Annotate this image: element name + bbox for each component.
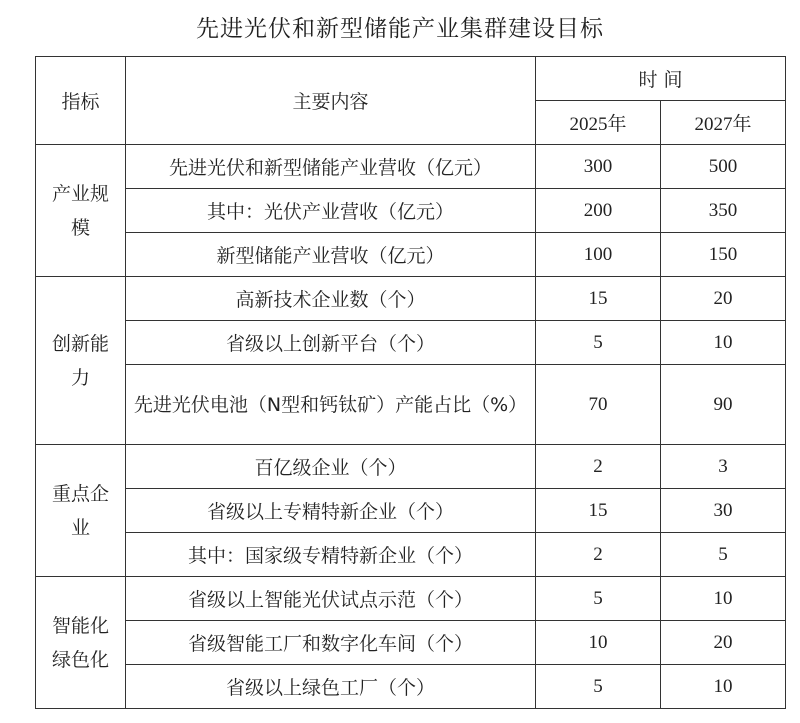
item-cell: 新型储能产业营收（亿元）	[126, 233, 536, 277]
page-title: 先进光伏和新型储能产业集群建设目标	[196, 16, 604, 42]
category-cell	[36, 277, 126, 445]
value-2025: 200	[536, 189, 661, 233]
item-cell: 省级智能工厂和数字化车间（个）	[126, 621, 536, 665]
value-2025: 15	[536, 489, 661, 533]
table-row	[36, 321, 786, 365]
table-row	[36, 489, 786, 533]
category-cell	[36, 445, 126, 577]
indicator-header: 指标	[36, 57, 126, 145]
category-cell	[36, 577, 126, 709]
item-cell: 百亿级企业（个）	[126, 445, 536, 489]
content-header: 主要内容	[126, 57, 536, 145]
item-cell: 省级以上绿色工厂（个）	[126, 665, 536, 709]
item-cell: 高新技术企业数（个）	[126, 277, 536, 321]
table-row	[36, 577, 786, 621]
value-2027: 30	[661, 489, 786, 533]
item-cell: 其中：国家级专精特新企业（个）	[126, 533, 536, 577]
item-cell: 先进光伏和新型储能产业营收（亿元）	[126, 145, 536, 189]
value-2027: 90	[661, 365, 786, 445]
table-row	[36, 533, 786, 577]
targets-table	[35, 56, 786, 709]
table-row	[36, 233, 786, 277]
table-row	[36, 145, 786, 189]
table-row	[36, 365, 786, 445]
value-2027: 20	[661, 277, 786, 321]
value-2027: 10	[661, 577, 786, 621]
value-2025: 2	[536, 445, 661, 489]
value-2025: 5	[536, 665, 661, 709]
value-2025: 5	[536, 321, 661, 365]
table-row	[36, 189, 786, 233]
year-2027-header: 2027年	[661, 101, 786, 145]
item-cell: 先进光伏电池（N型和钙钛矿）产能占比（%）	[126, 365, 536, 445]
category-label: 创新能力	[51, 332, 109, 389]
table-row	[36, 277, 786, 321]
value-2025: 2	[536, 533, 661, 577]
value-2027: 500	[661, 145, 786, 189]
category-label: 重点企业	[51, 482, 109, 539]
category-cell	[36, 145, 126, 277]
value-2025: 5	[536, 577, 661, 621]
value-2027: 20	[661, 621, 786, 665]
table-row	[36, 665, 786, 709]
time-header: 时 间	[536, 57, 786, 101]
value-2025: 100	[536, 233, 661, 277]
value-2027: 10	[661, 665, 786, 709]
header-row	[36, 57, 786, 101]
value-2027: 10	[661, 321, 786, 365]
value-2025: 10	[536, 621, 661, 665]
value-2025: 70	[536, 365, 661, 445]
item-cell: 其中：光伏产业营收（亿元）	[126, 189, 536, 233]
value-2027: 5	[661, 533, 786, 577]
value-2027: 350	[661, 189, 786, 233]
item-cell: 省级以上智能光伏试点示范（个）	[126, 577, 536, 621]
table-row	[36, 445, 786, 489]
item-cell: 省级以上创新平台（个）	[126, 321, 536, 365]
year-2025-header: 2025年	[536, 101, 661, 145]
category-label: 智能化绿色化	[51, 614, 109, 671]
value-2027: 150	[661, 233, 786, 277]
value-2025: 15	[536, 277, 661, 321]
value-2025: 300	[536, 145, 661, 189]
category-label: 产业规模	[51, 182, 109, 239]
table-row	[36, 621, 786, 665]
value-2027: 3	[661, 445, 786, 489]
item-cell: 省级以上专精特新企业（个）	[126, 489, 536, 533]
